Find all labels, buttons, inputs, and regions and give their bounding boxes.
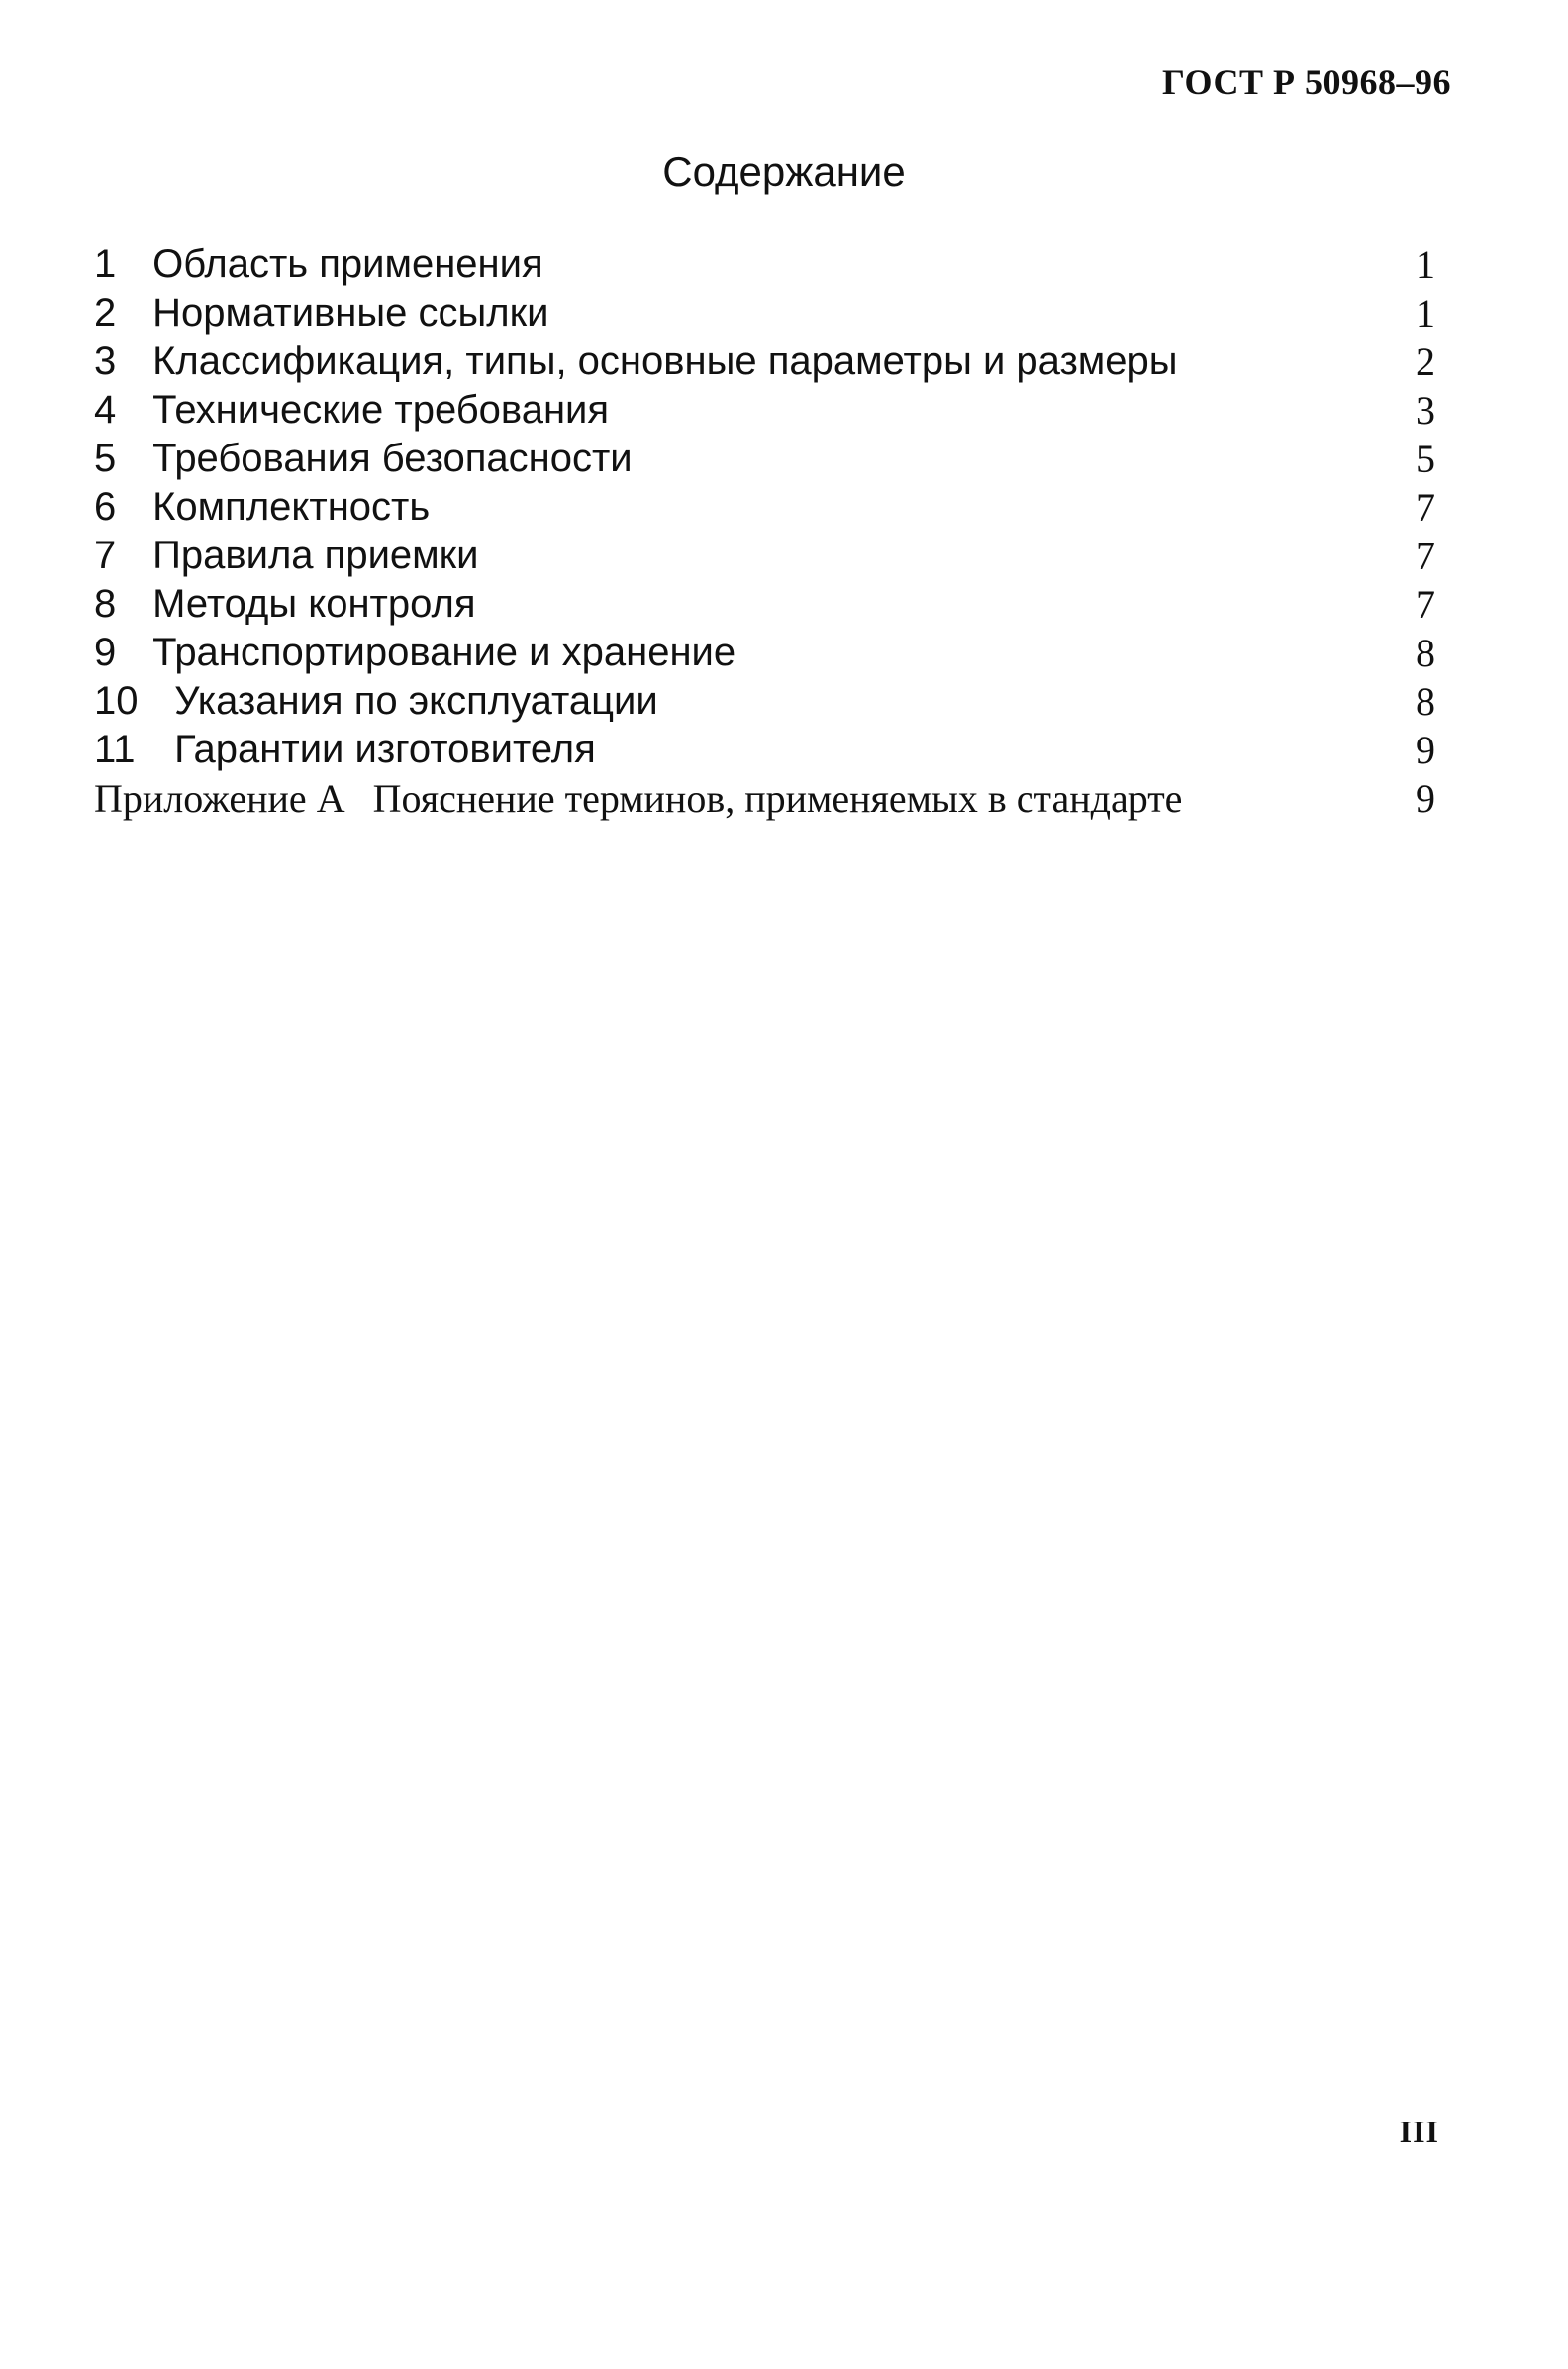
- toc-entry[interactable]: [94, 677, 1435, 726]
- toc-entry[interactable]: [94, 435, 1435, 483]
- toc-entry-page: 7: [1416, 485, 1435, 530]
- toc-entry-page: 8: [1416, 631, 1435, 675]
- toc-entry-title: Требования безопасности: [152, 437, 633, 480]
- toc-entry[interactable]: [94, 580, 1435, 629]
- toc-entry-page: 1: [1416, 243, 1435, 287]
- toc-entry-title: Гарантии изготовителя: [174, 728, 596, 771]
- toc-entry-page: 9: [1416, 728, 1435, 772]
- toc-entry-page: 8: [1416, 679, 1435, 724]
- toc-entry-title: Пояснение терминов, применяемых в стандарте: [372, 776, 1183, 821]
- toc-entry-number: 3: [94, 340, 117, 383]
- toc-entry-number: 6: [94, 485, 117, 529]
- toc-entry-title: Технические требования: [152, 388, 610, 432]
- toc-entry-number: 8: [94, 582, 117, 626]
- page-number: III: [1399, 2114, 1439, 2149]
- toc-entry-title: Область применения: [152, 243, 543, 286]
- toc-entry-number: 7: [94, 534, 117, 577]
- toc-entry-page: 1: [1416, 291, 1435, 336]
- toc-entry-page: 5: [1416, 437, 1435, 481]
- toc-entry-page: 9: [1416, 776, 1435, 821]
- toc-entry-number: 11: [94, 728, 136, 771]
- toc-entry[interactable]: [94, 483, 1435, 532]
- toc-heading: Содержание: [662, 148, 906, 195]
- toc-entry-title: Классификация, типы, основные параметры и размеры: [152, 340, 1178, 383]
- toc-entry[interactable]: [94, 289, 1435, 338]
- toc-entry-page: 7: [1416, 582, 1435, 627]
- toc-entry[interactable]: [94, 241, 1435, 289]
- toc-entry-number: 2: [94, 291, 117, 335]
- toc-entry-number: Приложение А: [94, 776, 345, 821]
- document-code: ГОСТ Р 50968–96: [1162, 62, 1451, 102]
- toc-entry-number: 5: [94, 437, 117, 480]
- toc-entry-title: Комплектность: [152, 485, 431, 529]
- toc-entry[interactable]: [94, 532, 1435, 580]
- toc-entry-number: 10: [94, 679, 139, 723]
- table-of-contents: [94, 241, 1435, 823]
- toc-entry-title: Правила приемки: [152, 534, 479, 577]
- toc-entry-appendix[interactable]: [94, 774, 1435, 823]
- toc-entry-title: Нормативные ссылки: [152, 291, 549, 335]
- toc-entry[interactable]: [94, 386, 1435, 435]
- toc-entry-number: 9: [94, 631, 117, 674]
- toc-entry[interactable]: [94, 338, 1435, 386]
- toc-entry[interactable]: [94, 726, 1435, 774]
- toc-entry-number: 1: [94, 243, 117, 286]
- toc-entry[interactable]: [94, 629, 1435, 677]
- toc-entry-title: Транспортирование и хранение: [152, 631, 736, 674]
- toc-entry-number: 4: [94, 388, 117, 432]
- toc-entry-title: Указания по эксплуатации: [174, 679, 658, 723]
- toc-entry-page: 2: [1416, 340, 1435, 384]
- toc-entry-title: Методы контроля: [152, 582, 476, 626]
- toc-entry-page: 7: [1416, 534, 1435, 578]
- toc-entry-page: 3: [1416, 388, 1435, 433]
